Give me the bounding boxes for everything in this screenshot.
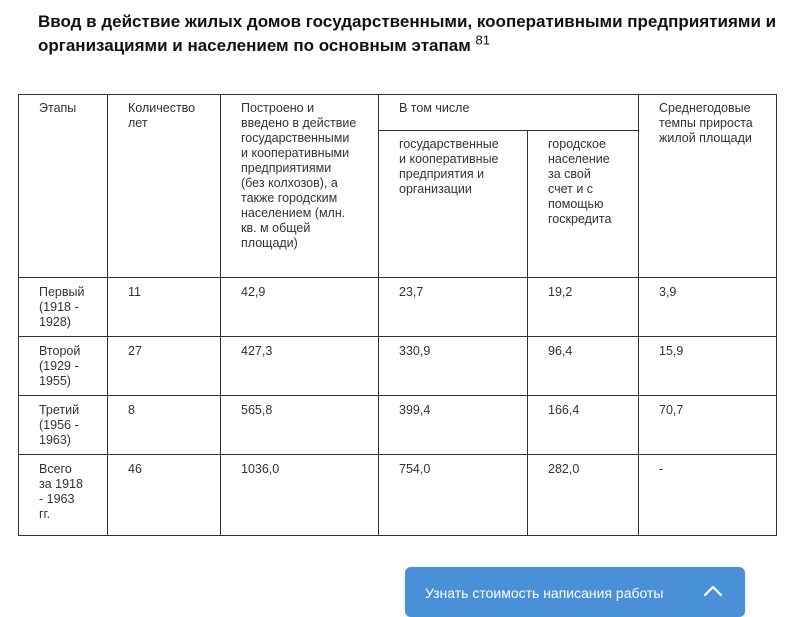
header-row <box>19 95 777 131</box>
page-title <box>38 10 783 58</box>
cell-stage: Всего за 1918 - 1963 гг. <box>19 455 108 536</box>
header-years: Количество лет <box>108 95 221 278</box>
cell-state: 399,4 <box>379 396 528 455</box>
cell-built: 42,9 <box>221 278 379 337</box>
cell-stage: Третий (1956 - 1963) <box>19 396 108 455</box>
price-quote-label: Узнать стоимость написания работы <box>425 585 664 601</box>
cell-years: 11 <box>108 278 221 337</box>
cell-stage: Первый (1918 - 1928) <box>19 278 108 337</box>
cell-state: 330,9 <box>379 337 528 396</box>
cell-built: 565,8 <box>221 396 379 455</box>
table-row <box>19 337 777 396</box>
table-row <box>19 455 777 536</box>
table-row <box>19 278 777 337</box>
cell-growth: 3,9 <box>639 278 777 337</box>
cell-years: 8 <box>108 396 221 455</box>
cell-state: 754,0 <box>379 455 528 536</box>
cell-growth: 15,9 <box>639 337 777 396</box>
cell-urban: 19,2 <box>528 278 639 337</box>
footnote-ref[interactable]: 81 <box>475 32 490 48</box>
header-state: государственные и кооперативные предприятия и организации <box>379 131 528 278</box>
chevron-up-icon[interactable] <box>703 584 723 598</box>
cell-stage: Второй (1929 - 1955) <box>19 337 108 396</box>
header-including: В том числе <box>379 95 639 131</box>
housing-table <box>18 94 777 536</box>
header-urban: городское население за свой счет и с помощью госкредита <box>528 131 639 278</box>
page-title-text: Ввод в действие жилых домов государственными, кооперативными предприятиями и организациями и населением по основным этапам <box>38 12 777 55</box>
cell-urban: 96,4 <box>528 337 639 396</box>
price-quote-button[interactable] <box>405 567 745 617</box>
cell-built: 427,3 <box>221 337 379 396</box>
cell-years: 27 <box>108 337 221 396</box>
cell-urban: 166,4 <box>528 396 639 455</box>
header-stages: Этапы <box>19 95 108 278</box>
cell-growth: - <box>639 455 777 536</box>
cell-urban: 282,0 <box>528 455 639 536</box>
cell-built: 1036,0 <box>221 455 379 536</box>
table-row <box>19 396 777 455</box>
header-growth: Среднегодовые темпы прироста жилой площади <box>639 95 777 278</box>
cell-growth: 70,7 <box>639 396 777 455</box>
cell-years: 46 <box>108 455 221 536</box>
cell-state: 23,7 <box>379 278 528 337</box>
header-built: Построено и введено в действие государственными и кооперативными предприятиями (без колхозов), а также городским населением (млн. кв. м общей площади) <box>221 95 379 278</box>
